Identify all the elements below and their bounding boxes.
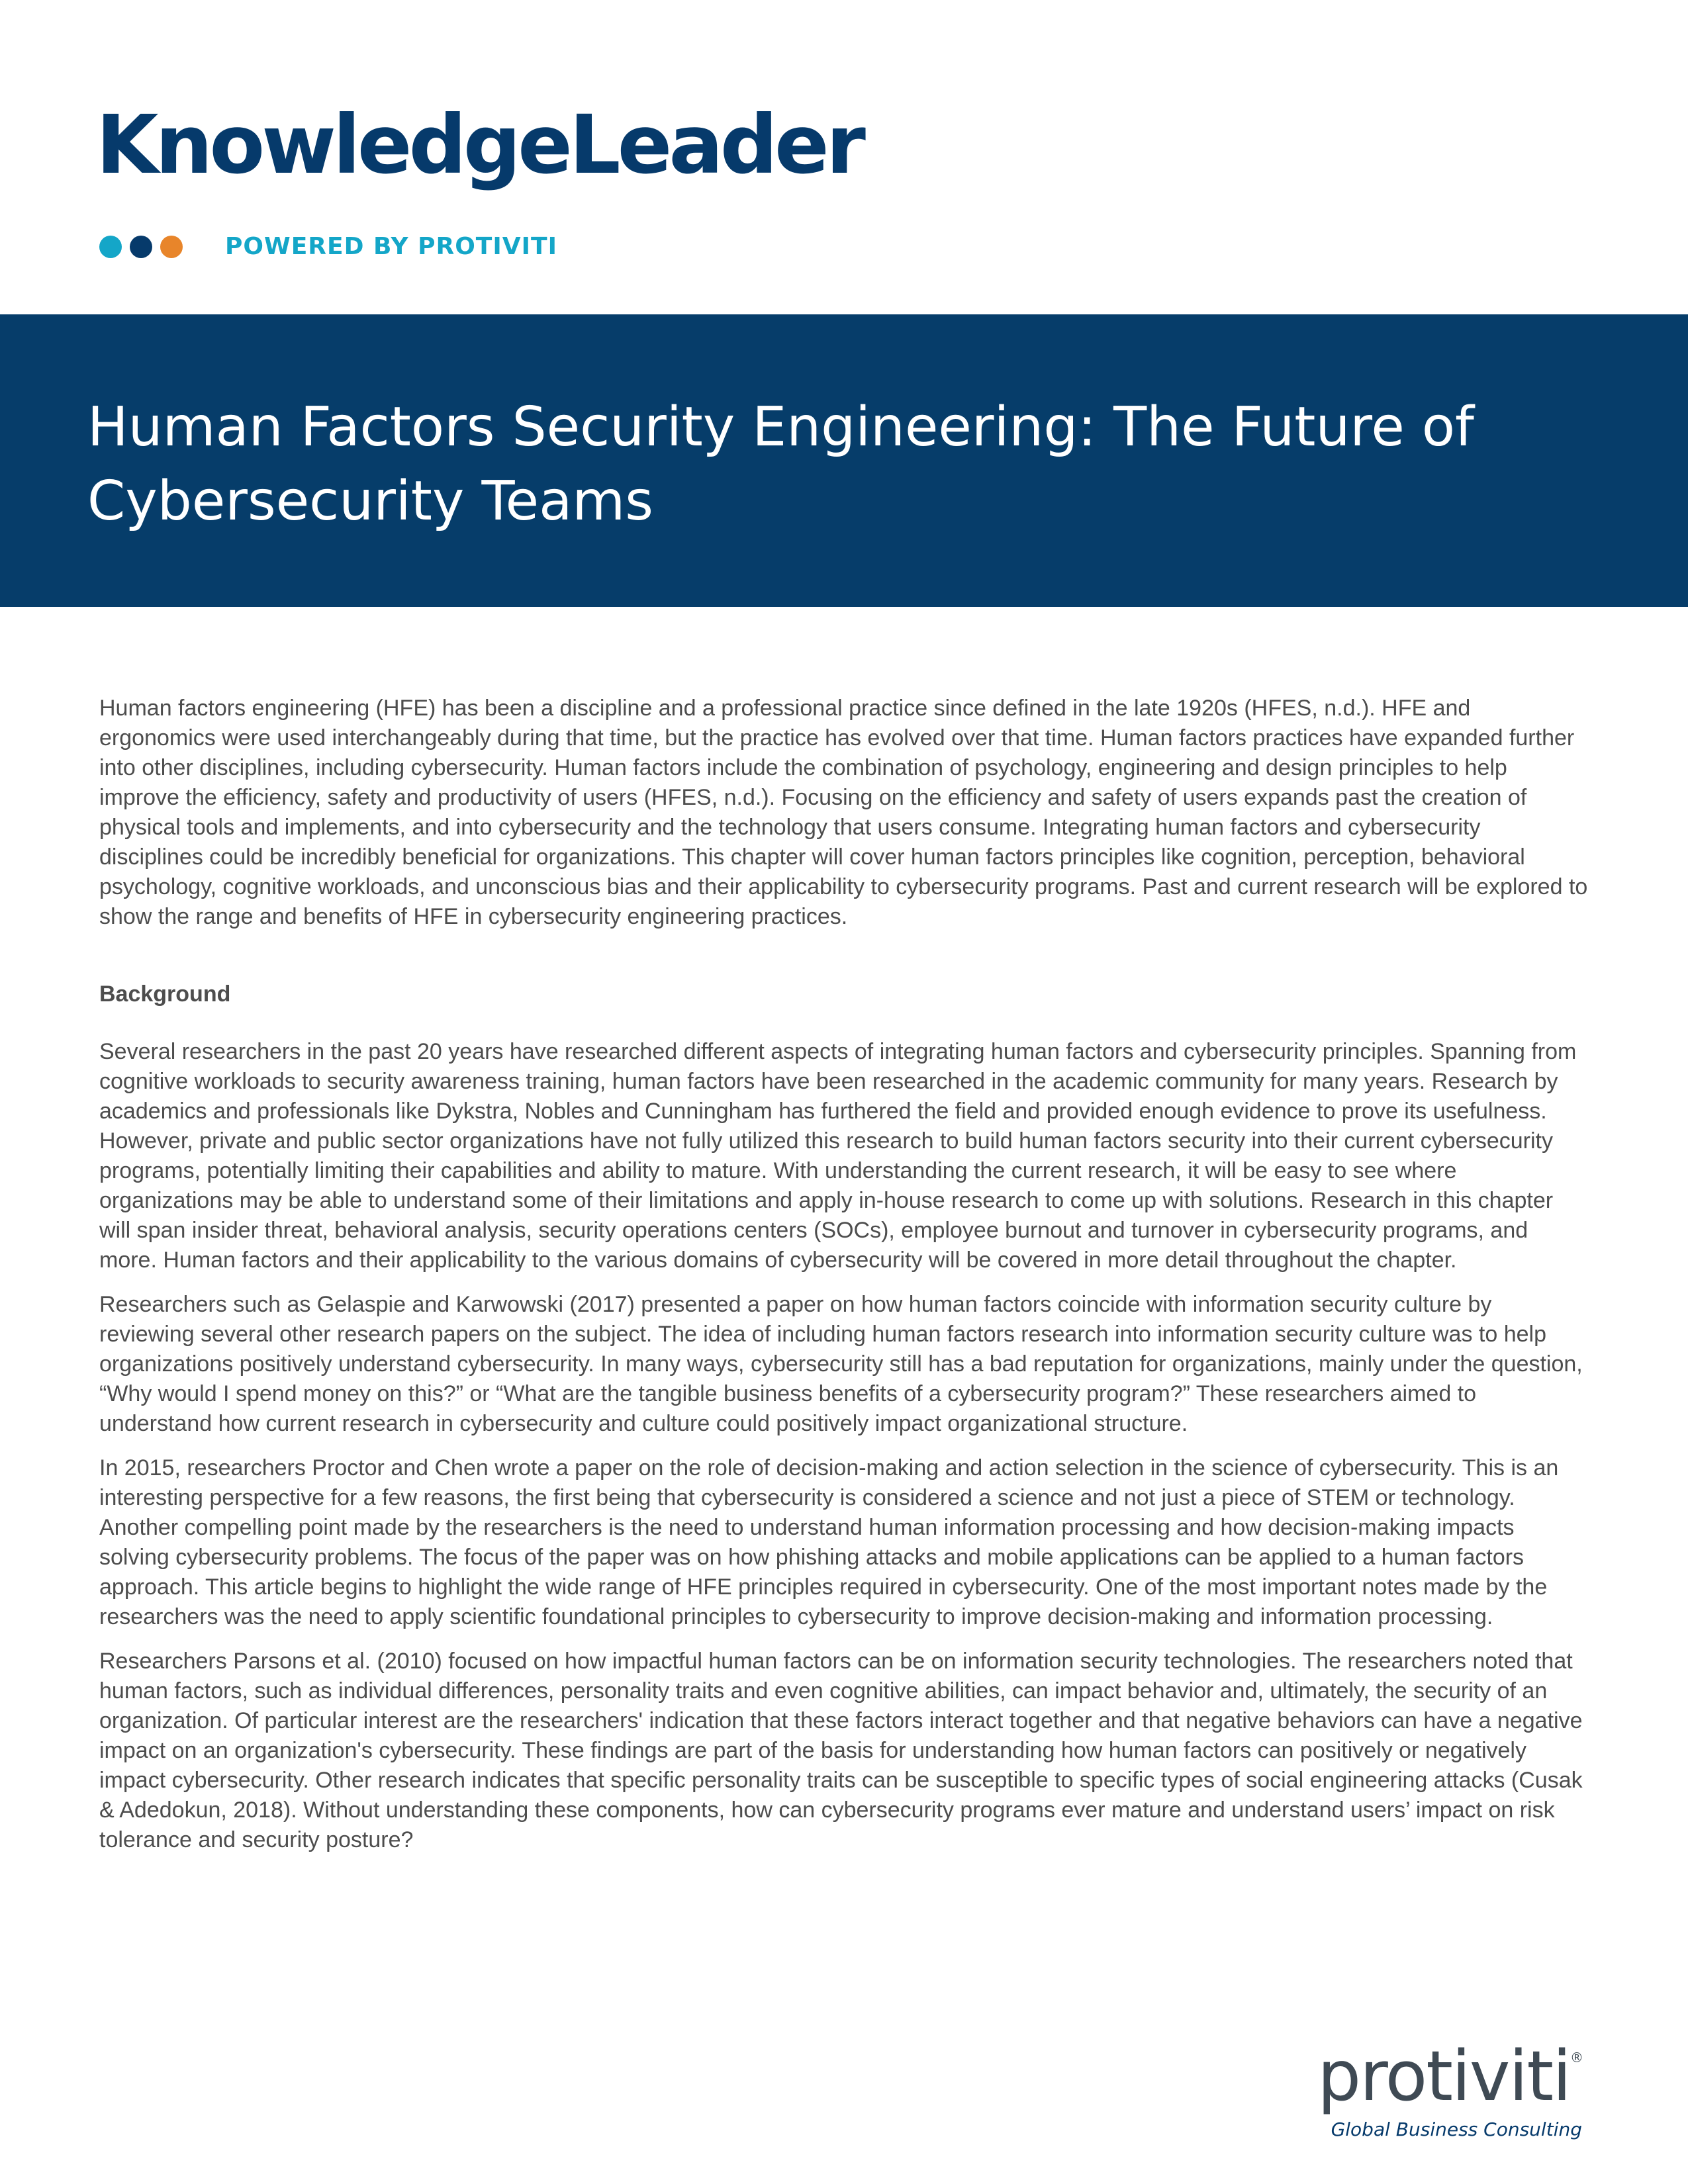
article-body xyxy=(99,694,1589,1870)
knowledgeleader-logo: KnowledgeLeader xyxy=(96,98,863,192)
protiviti-wordmark-text: protiviti xyxy=(1317,2036,1570,2116)
protiviti-logo xyxy=(1317,2036,1582,2140)
powered-by-label: POWERED BY PROTIVITI xyxy=(225,233,557,260)
page-title: Human Factors Security Engineering: The Future of Cybersecurity Teams xyxy=(87,396,1474,533)
brand-dots xyxy=(99,236,183,258)
navy-dot-icon xyxy=(130,236,152,258)
background-paragraph: In 2015, researchers Proctor and Chen wrote a paper on the role of decision-making and action selection in the science of cybersecurity. This is an interesting perspective for a few reasons, the first being that cybersecurity is considered a science and not just a piece of STEM or technology. Another compelling point made by the researchers is the need to understand human information processing and how decision-making impacts solving cybersecurity problems. The focus of the paper was on how phishing attacks and mobile applications can be applied to a human factors approach. This article begins to highlight the wide range of HFE principles required in cybersecurity. One of the most important notes made by the researchers was the need to apply scientific foundational principles to cybersecurity to improve decision-making and information processing. xyxy=(99,1455,1559,1629)
title-banner xyxy=(0,314,1688,607)
section-heading-background: Background xyxy=(99,981,231,1007)
background-paragraph: Researchers such as Gelaspie and Karwowski (2017) presented a paper on how human factors coincide with information security culture by reviewing several other research papers on the subject. The idea of including human factors research into information security culture was to help organizations positively understand cybersecurity. In many ways, cybersecurity still has a bad reputation for organizations, mainly under the question, “Why would I spend money on this?” or “What are the tangible business benefits of a cybersecurity program?” These researchers aimed to understand how current research in cybersecurity and culture could positively impact organizational structure. xyxy=(99,1292,1583,1436)
protiviti-tagline: Global Business Consulting xyxy=(1331,2118,1582,2140)
protiviti-wordmark xyxy=(1317,2036,1582,2116)
intro-paragraph: Human factors engineering (HFE) has been a discipline and a professional practice since defined in the late 1920s (HFES, n.d.). HFE and ergonomics were used interchangeably during that time, but the practice has evolved over that time. Human factors practices have expanded further into other disciplines, including cybersecurity. Human factors include the combination of psychology, engineering and design principles to help improve the efficiency, safety and productivity of users (HFES, n.d.). Focusing on the efficiency and safety of users expands past the creation of physical tools and implements, and into cybersecurity and the technology that users consume. Integrating human factors and cybersecurity disciplines could be incredibly beneficial for organizations. This chapter will cover human factors principles like cognition, perception, behavioral psychology, cognitive workloads, and unconscious bias and their applicability to cybersecurity programs. Past and current research will be explored to show the range and benefits of HFE in cybersecurity engineering practices. xyxy=(99,696,1588,929)
orange-dot-icon xyxy=(160,236,183,258)
background-paragraph: Several researchers in the past 20 years have researched different aspects of integrating human factors and cybersecurity principles. Spanning from cognitive workloads to security awareness training, human factors have been researched in the academic community for many years. Research by academics and professionals like Dykstra, Nobles and Cunningham has furthered the field and provided enough evidence to prove its usefulness. However, private and public sector organizations have not fully utilized this research to build human factors security into their current cybersecurity programs, potentially limiting their capabilities and ability to mature. With understanding the current research, it will be easy to see where organizations may be able to understand some of their limitations and apply in-house research to come up with solutions. Research in this chapter will span insider threat, behavioral analysis, security operations centers (SOCs), employee burnout and turnover in cybersecurity programs, and more. Human factors and their applicability to the various domains of cybersecurity will be covered in more detail throughout the chapter. xyxy=(99,1039,1577,1273)
background-paragraph: Researchers Parsons et al. (2010) focused on how impactful human factors can be on information security technologies. The researchers noted that human factors, such as individual differences, personality traits and even cognitive abilities, can impact behavior and, ultimately, the security of an organization. Of particular interest are the researchers' indication that these factors interact together and that negative behaviors can have a negative impact on an organization's cybersecurity. These findings are part of the basis for understanding how human factors can positively or negatively impact cybersecurity. Other research indicates that specific personality traits can be susceptible to specific types of social engineering attacks (Cusak & Adedokun, 2018). Without understanding these components, how can cybersecurity programs ever mature and understand users’ impact on risk tolerance and security posture? xyxy=(99,1649,1583,1852)
registered-mark: ® xyxy=(1570,2050,1582,2066)
page-header xyxy=(0,0,1688,314)
teal-dot-icon xyxy=(99,236,122,258)
